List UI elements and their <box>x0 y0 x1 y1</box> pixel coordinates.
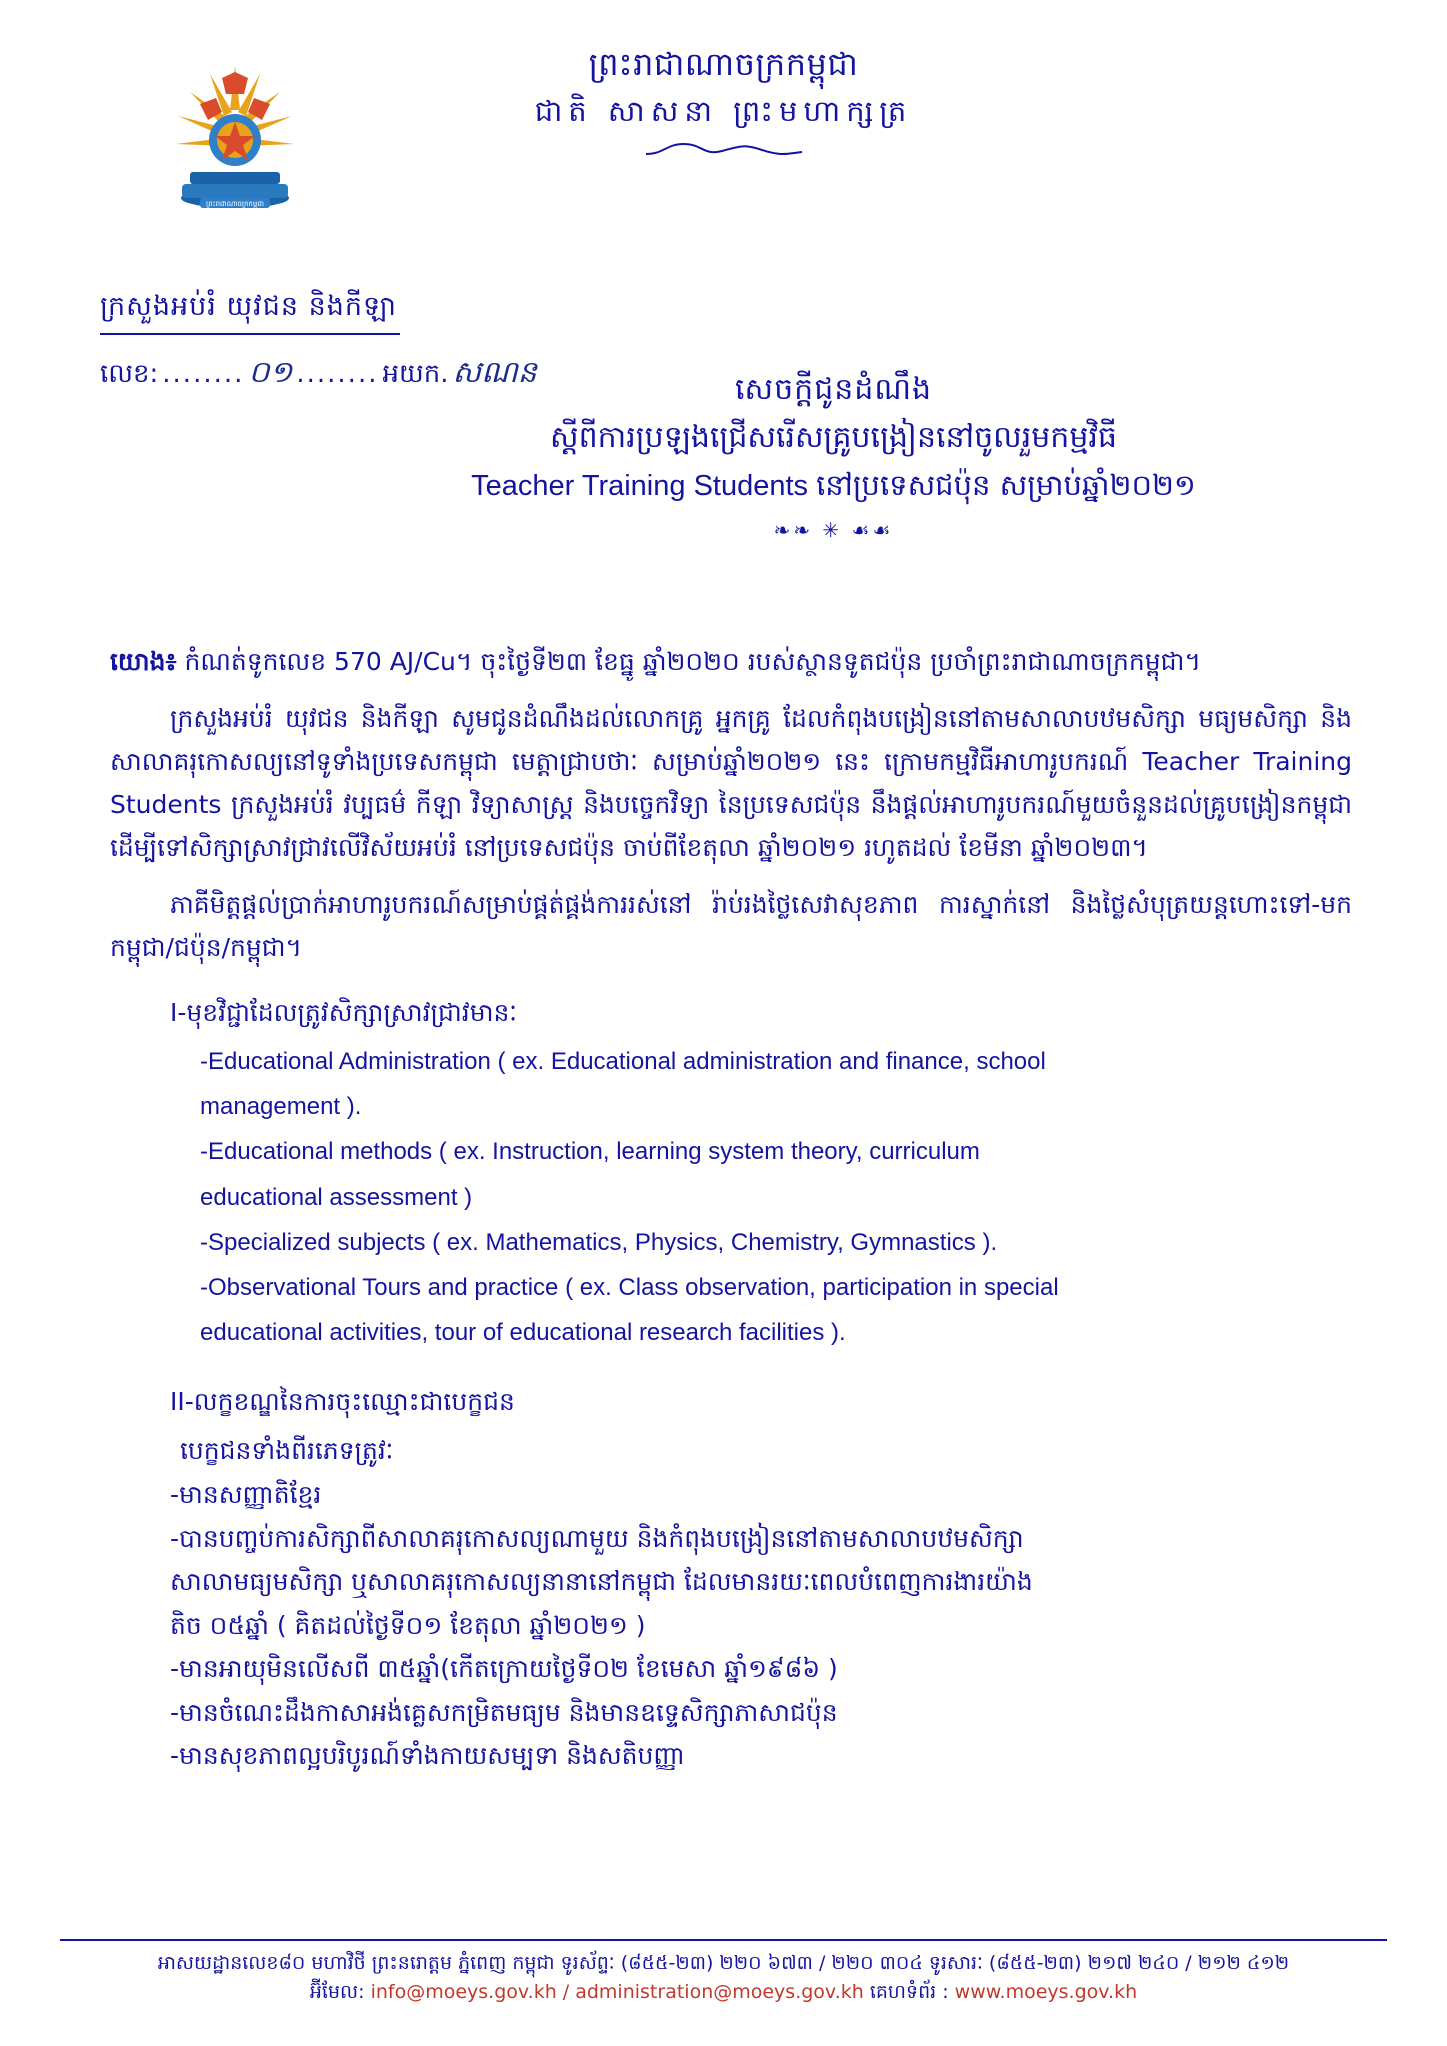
list-item: -មានសញ្ញាតិខ្មែរ <box>170 1480 322 1510</box>
list-item: -បានបញ្ចប់ការសិក្សាពីសាលាគរុកោសល្យណាមួយ និងកំពុងបង្រៀននៅតាមសាលាបឋមសិក្សា <box>170 1523 1024 1553</box>
title-announcement: សេចក្ដីជូនដំណឹង <box>735 372 932 407</box>
list-item: management ). <box>200 1093 362 1121</box>
document-title-block <box>300 370 1367 542</box>
section-1-list <box>200 1040 1352 1354</box>
list-item: -Educational Administration ( ex. Educational administration and finance, school <box>200 1048 1046 1075</box>
list-item: -មានអាយុមិនលើសពី ៣៥ឆ្នាំ(កើតក្រោយថ្ងៃទី០២ ខែមេសា ឆ្នាំ១៩៨៦ ) <box>170 1654 838 1684</box>
list-item: -Observational Tours and practice ( ex. Class observation, participation in special <box>200 1273 1059 1301</box>
footer-contacts <box>60 1978 1387 2007</box>
decorative-squiggle <box>644 140 804 162</box>
ministry-underline <box>100 333 400 335</box>
document-header <box>0 0 1447 162</box>
paragraph-2: ភាគីមិត្តផ្ដល់ប្រាក់អាហារូបករណ៍សម្រាប់ផ្គត់ផ្គង់ការរស់នៅ រ៉ាប់រងថ្លៃសេវាសុខភាព ការស្នាក់នៅ និងថ្លៃសំបុត្រយន្តហោះទៅ-មក កម្ពុជា/ជប៉ុន/កម្ពុជា។ <box>110 890 1352 962</box>
ministry-name: ក្រសួងអប់រំ យុវជន និងកីឡា <box>100 290 570 335</box>
list-item: សាលាមធ្យមសិក្សា ឬសាលាគរុកោសល្យនានានៅកម្ពុជា ដែលមានរយៈពេលបំពេញការងារយ៉ាង <box>170 1567 1033 1597</box>
reference-text: កំណត់ទូកលេខ 570 AJ/Cu។ ចុះថ្ងៃទី២៣ ខែធ្នូ ឆ្នាំ២០២០ របស់ស្ថានទូតជប៉ុន ប្រចាំព្រះរាជាណាចក្រកម្ពុជា។ <box>184 647 1201 676</box>
footer-email-value[interactable]: info@moeys.gov.kh / administration@moeys.gov.kh <box>370 1980 864 2003</box>
list-item: តិច ០៥ឆ្នាំ ( គិតដល់ថ្ងៃទី០១ ខែតុលា ឆ្នាំ២០២១ ) <box>170 1610 646 1640</box>
document-footer <box>60 1939 1387 2006</box>
footer-address: អាសយដ្ឋានលេខ៨០ មហាវិថី ព្រះនរោត្តម ភ្នំពេញ កម្ពុជា ទូរស័ព្ទៈ (៨៥៥-២៣) ២២០ ៦៧៣ / ២២០ ៣០៤ ទូរសារៈ (៨៥៥-២៣) ២១៧ ២៤០ / ២១២ ៤១២ <box>157 1952 1290 1974</box>
title-subject: ស្ដីពីការប្រឡងជ្រើសរើសគ្រូបង្រៀននៅចូលរួមកម្មវិធី <box>550 420 1117 455</box>
doc-number-suffix: អយក. <box>382 359 449 389</box>
footer-email-label: អ៊ីមែល: <box>309 1980 365 2003</box>
title-program <box>300 468 1367 510</box>
reference-line <box>110 640 1352 683</box>
document-body <box>110 640 1352 1779</box>
doc-number-value: ០១ <box>248 355 293 390</box>
doc-number-dots-2: ........ <box>296 359 379 389</box>
doc-number-label: លេខ: <box>100 359 159 389</box>
footer-divider <box>60 1939 1387 1941</box>
title-divider-ornament: ❧❧ ✳ ☙☙ <box>773 518 894 542</box>
title-program-en: Teacher Training Students <box>471 470 817 502</box>
title-program-kh: នៅប្រទេសជប៉ុន សម្រាប់ឆ្នាំ២០២១ <box>816 468 1196 502</box>
svg-text:ព្រះរាជាណាចក្រកម្ពុជា: ព្រះរាជាណាចក្រកម្ពុជា <box>205 200 265 208</box>
paragraph-1: ក្រសួងអប់រំ យុវជន និងកីឡា សូមជូនដំណឹងដល់លោកគ្រូ អ្នកគ្រូ ដែលកំពុងបង្រៀននៅតាមសាលាបឋមសិក្សា មធ្យមសិក្សា និងសាលាគរុកោសល្យនៅទូទាំងប្រទេសកម្ពុជា មេត្តាជ្រាបថាៈ សម្រាប់ឆ្នាំ២០២១ នេះ ក្រោមកម្មវិធីអាហារូបករណ៍ Teacher Training Students ក្រសួងអប់រំ វប្បធម៌ កីឡា វិទ្យាសាស្ត្រ និងបច្ចេកវិទ្យា នៃប្រទេសជប៉ុន នឹងផ្ដល់អាហារូបករណ៍មួយចំនួនដល់គ្រូបង្រៀនកម្ពុជា ដើម្បីទៅសិក្សាស្រាវជ្រាវលើវិស័យអប់រំ នៅប្រទេសជប៉ុន ចាប់ពីខែតុលា ឆ្នាំ២០២១ រហូតដល់ ខែមីនា ឆ្នាំ២០២៣។ <box>110 704 1352 862</box>
section-1-heading: I-មុខវិជ្ជាដែលត្រូវសិក្សាស្រាវជ្រាវមានៈ <box>170 998 518 1027</box>
list-item: -មានចំណេះដឹងកាសាអង់គ្លេសកម្រិតមធ្យម និងមានឧទ្ទេសិក្សាភាសាជប៉ុន <box>170 1697 838 1727</box>
kingdom-title: ព្រះរាជាណាចក្រកម្ពុជា <box>588 45 859 83</box>
section-2-list <box>170 1474 1352 1778</box>
list-item: -Educational methods ( ex. Instruction, learning system theory, curriculum <box>200 1138 980 1166</box>
list-item: educational assessment ) <box>200 1183 473 1211</box>
footer-website-value[interactable]: www.moeys.gov.kh <box>954 1980 1138 2003</box>
national-motto: ជាតិ សាសនា ព្រះមហាក្សត្រ <box>534 94 913 128</box>
list-item: educational activities, tour of educational research facilities ). <box>200 1319 846 1347</box>
section-2-subheading: បេក្ខជនទាំងពីរភេទត្រូវៈ <box>180 1436 394 1466</box>
footer-website-label: គេហទំព័រ : <box>869 1980 949 2003</box>
section-2-heading: II-លក្ខខណ្ឌនៃការចុះឈ្មោះជាបេក្ខជន <box>170 1387 515 1417</box>
reference-label: យោង៖ <box>110 647 177 676</box>
list-item: -មានសុខភាពល្អបរិបូរណ៍ទាំងកាយសម្បទា និងសតិបញ្ញា <box>170 1741 685 1771</box>
doc-number-handwritten: សណន <box>452 355 537 390</box>
list-item: -Specialized subjects ( ex. Mathematics, Physics, Chemistry, Gymnastics ). <box>200 1228 998 1256</box>
doc-number-dots: ........ <box>162 359 245 389</box>
